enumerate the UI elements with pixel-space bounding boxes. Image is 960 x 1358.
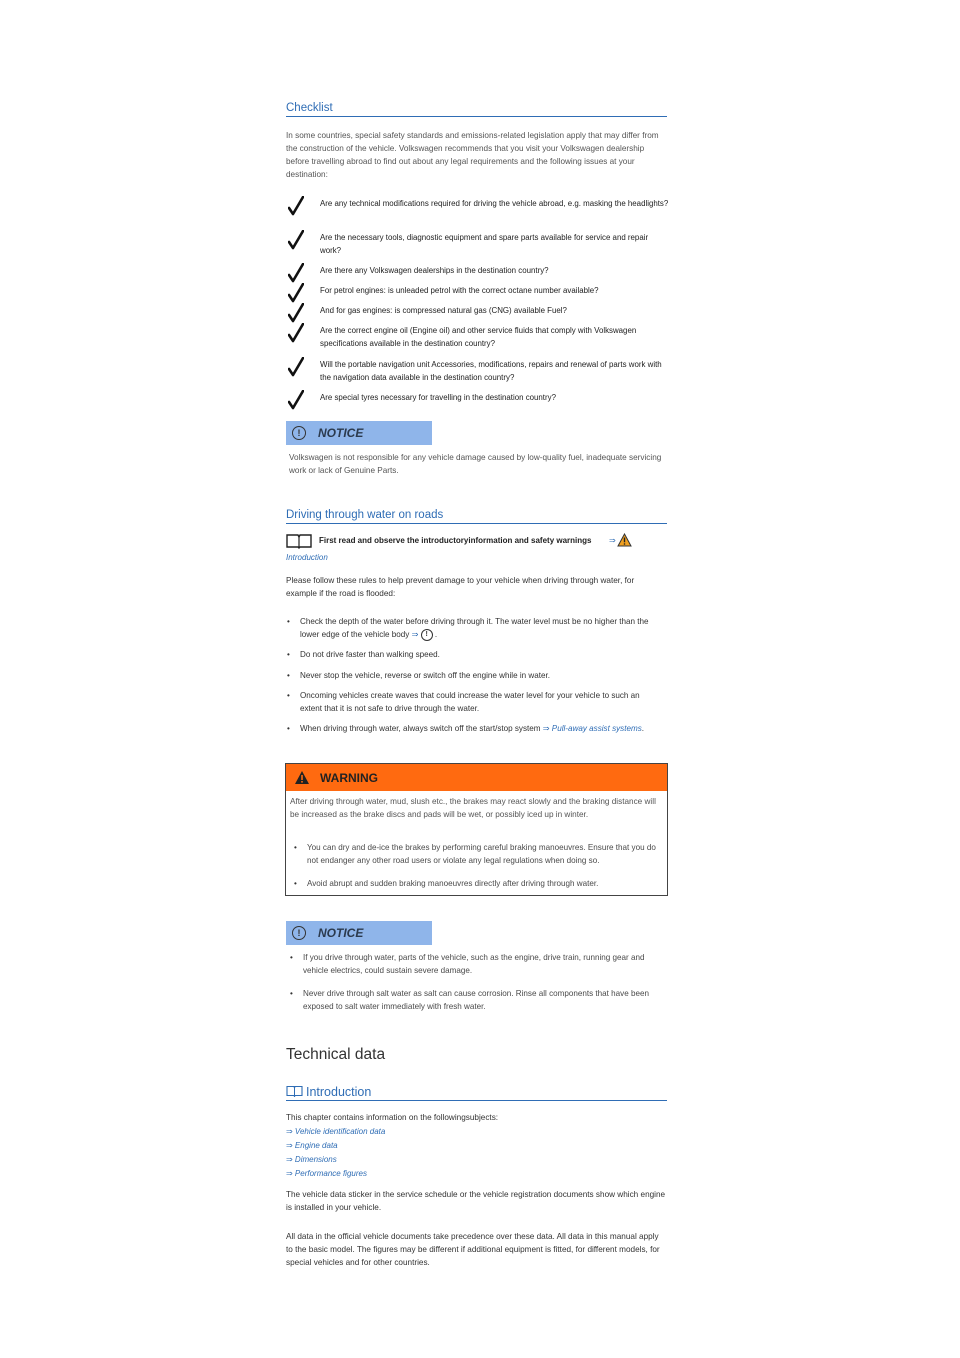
water-intro: Please follow these rules to help prevent damage to your vehicle when driving through water, for example if the road is flooded: (286, 576, 635, 598)
link-engine-data[interactable]: ⇒ Engine data (286, 1141, 338, 1150)
warning-triangle-icon (294, 770, 310, 785)
bullet-text: Oncoming vehicles create waves that could increase the water level for your vehicle to such an extent that it is not safe to drive through the water. (300, 691, 640, 713)
introduction-title-text: Introduction (306, 1085, 372, 1099)
bullet-mark: • (287, 724, 290, 733)
warning-header (286, 764, 667, 791)
notice-icon: ! (292, 926, 306, 940)
warning-box (285, 763, 668, 896)
notice-icon[interactable]: ! (421, 629, 433, 641)
notice-bullet-text: Never drive through salt water as salt can cause corrosion. Rinse all components that have been exposed to salt water immediately with fresh water. (303, 989, 649, 1011)
bullet-mark: • (287, 671, 290, 680)
precedence-text: All data in the official vehicle documents take precedence over these data. All data in this manual apply to the basic model. The figures may be different if additional equipment is fitted, for different models, for special vehicles and for other countries. (286, 1232, 660, 1267)
checklist-item-text: And for gas engines: is compressed natural gas (CNG) available Fuel? (320, 306, 567, 315)
notice-bullet-text: If you drive through water, parts of the vehicle, such as the engine, drive train, running gear and vehicle electrics, could sustain severe damage. (303, 953, 645, 975)
bullet-period: . (434, 630, 438, 639)
bullet-mark: • (290, 953, 293, 962)
check-icon (288, 357, 304, 377)
bullet-text: Check the depth of the water before driving through it. The water level must be no higher than the lower edge of the vehicle body (300, 617, 649, 639)
checklist-title: Checklist (286, 101, 667, 117)
check-icon (288, 230, 304, 250)
first-read-row (286, 533, 667, 547)
bullet-mark: • (287, 617, 290, 626)
warning-triangle-icon (617, 533, 632, 547)
checklist-item-text: For petrol engines: is unleaded petrol with the correct octane number available? (320, 286, 599, 295)
link-performance-figures[interactable]: ⇒ Performance figures (286, 1169, 367, 1178)
technical-title: Technical data (286, 1046, 386, 1063)
check-icon (288, 303, 304, 323)
warning-bullet-text: Avoid abrupt and sudden braking manoeuvres directly after driving through water. (307, 879, 599, 888)
warning-label: WARNING (320, 771, 378, 785)
first-read-text: First read and observe the introductoryinformation and safety warnings (319, 536, 592, 545)
notice-icon: ! (292, 426, 306, 440)
bullet-mark: • (290, 989, 293, 998)
notice-header (286, 421, 432, 445)
bullet-mark: • (294, 879, 297, 888)
introduction-link[interactable]: Introduction (286, 553, 328, 562)
water-title: Driving through water on roads (286, 508, 667, 524)
chapter-text: This chapter contains information on the followingsubjects: (286, 1113, 499, 1122)
pull-away-assist-link[interactable]: ⇒ Pull-away assist systems (542, 724, 642, 733)
bullet-mark: • (287, 691, 290, 700)
book-icon (286, 533, 312, 549)
bullet-text: Never stop the vehicle, reverse or switch off the engine while in water. (300, 671, 550, 680)
bullet-period: . (641, 724, 645, 733)
checklist-intro: In some countries, special safety standards and emissions-related legislation apply that may differ from the construction of the vehicle. Volkswagen recommends that you visit your Volkswagen dealership before travelling abroad to find out about any legal requirements and the following issues at your destination: (286, 131, 659, 179)
bullet-mark: • (287, 650, 290, 659)
book-icon (286, 1085, 303, 1097)
checklist-item-text: Are special tyres necessary for travelling in the destination country? (320, 393, 556, 402)
checklist-item-text: Are any technical modifications required for driving the vehicle abroad, e.g. masking the headlights? (320, 199, 669, 208)
notice-label: NOTICE (318, 926, 364, 940)
check-icon (288, 323, 304, 343)
bullet-text: When driving through water, always switch off the start/stop system (300, 724, 541, 733)
check-icon (288, 263, 304, 283)
link-dimensions[interactable]: ⇒ Dimensions (286, 1155, 337, 1164)
check-icon (288, 283, 304, 303)
introduction-title (286, 1085, 667, 1101)
warning-text: After driving through water, mud, slush etc., the brakes may react slowly and the braking distance will be increased as the brake discs and pads will be wet, or possibly iced up in winter. (290, 797, 656, 819)
notice-label: NOTICE (318, 426, 364, 440)
arrow: ⇒ (411, 630, 419, 639)
warning-bullet-text: You can dry and de-ice the brakes by performing careful braking manoeuvres. Ensure that you do not endanger any other road users or violate any legal regulations when doing so. (307, 843, 656, 865)
bullet-text: Do not drive faster than walking speed. (300, 650, 440, 659)
notice-header (286, 921, 432, 945)
check-icon (288, 196, 304, 216)
checklist-item-text: Are the necessary tools, diagnostic equipment and spare parts available for service and repair work? (320, 233, 649, 255)
bullet-mark: • (294, 843, 297, 852)
sticker-text: The vehicle data sticker in the service schedule or the vehicle registration documents show which engine is installed in your vehicle. (286, 1190, 666, 1212)
notice-text: Volkswagen is not responsible for any vehicle damage caused by low-quality fuel, inadequate servicing work or lack of Genuine Parts. (289, 453, 662, 475)
checklist-item-text: Are the correct engine oil (Engine oil) and other service fluids that comply with Volkswagen specifications available in the destination country? (320, 326, 637, 348)
checklist-item-text: Will the portable navigation unit Accessories, modifications, repairs and renewal of parts work with the navigation data available in the destination country? (320, 360, 662, 382)
check-icon (288, 390, 304, 410)
checklist-item-text: Are there any Volkswagen dealerships in the destination country? (320, 266, 549, 275)
arrow: ⇒ (609, 536, 616, 545)
link-vehicle-identification[interactable]: ⇒ Vehicle identification data (286, 1127, 386, 1136)
